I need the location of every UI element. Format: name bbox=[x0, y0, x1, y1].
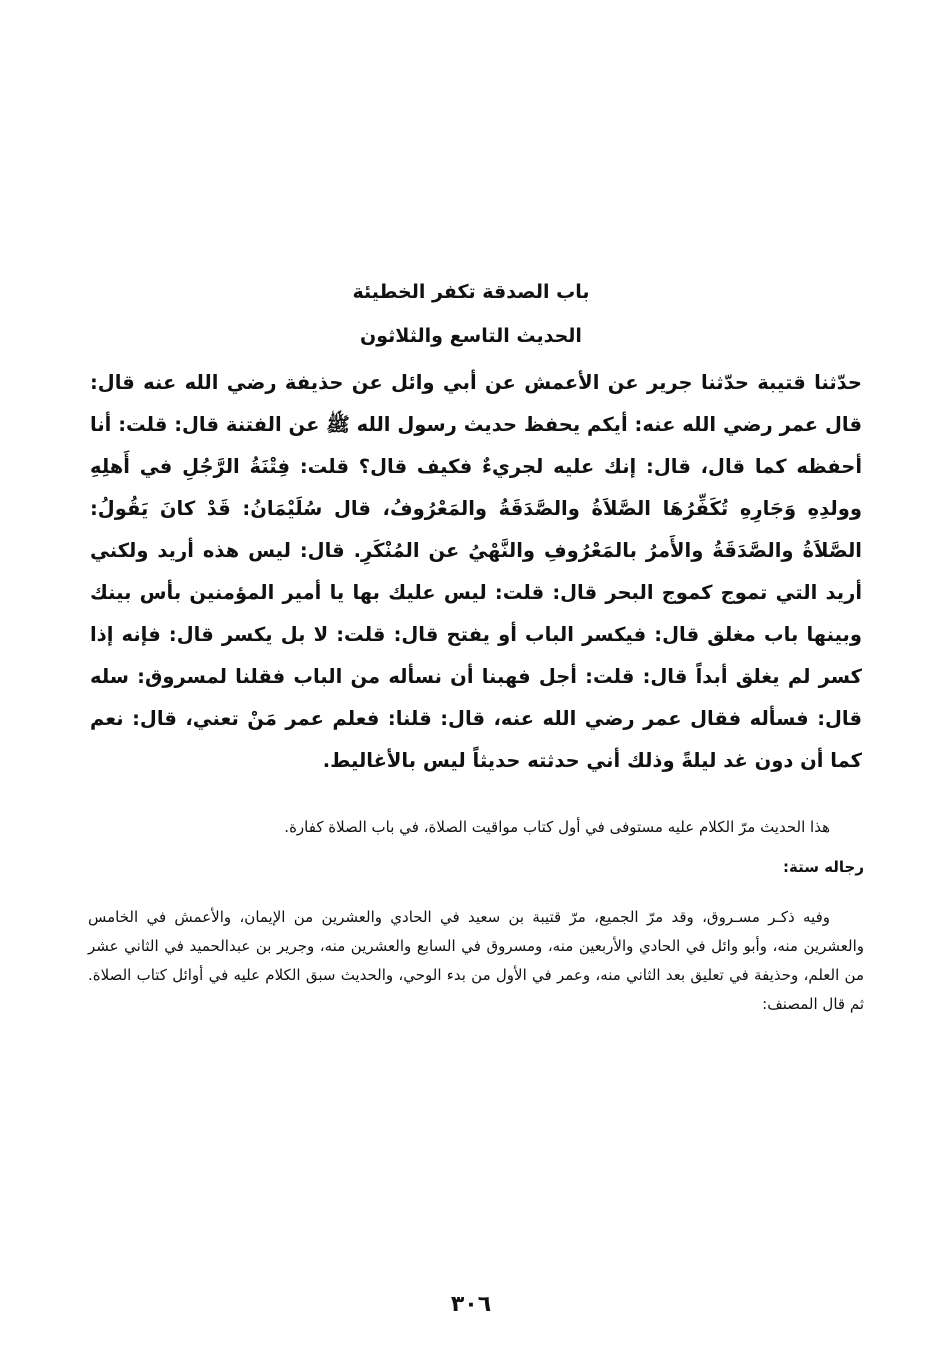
narrators-heading: رجاله ستة: bbox=[783, 858, 864, 876]
narrators-text: وفيه ذكـر مسـروق، وقد مرّ الجميع، مرّ قتيبة بن سعيد في الحادي والعشرين من الإيمان، والأعمش في الخامس والعشرين منه، وأبو وائل في الحادي والأربعين منه، ومسروق في السابع والعشرين منه، وجرير بن عبدالحميد في الثاني عشر من العلم، وحذيفة في تعليق بعد الثاني منه، وعمر في الأول من بدء الوحي، والحديث سبق الكلام عليه في أوائل كتاب الصلاة. ثم قال المصنف: bbox=[88, 908, 864, 1013]
commentary-note: هذا الحديث مرّ الكلام عليه مستوفى في أول كتاب مواقيت الصلاة، في باب الصلاة كفارة. bbox=[284, 818, 830, 836]
chapter-title: باب الصدقة تكفر الخطيئة bbox=[352, 281, 590, 303]
hadith-text: حدّثنا قتيبة حدّثنا جرير عن الأعمش عن أبي وائل عن حذيفة رضي الله عنه قال: قال عمر رضي الله عنه: أيكم يحفظ حديث رسول الله ﷺ عن الفتنة قال: قلت: أنا أحفظه كما قال، قال: إنك عليه لجريءٌ فكيف قال؟ قلت: فِتْنَةُ الرَّجُلِ في أَهلِهِ وولدِهِ وَجَارِهِ تُكَفِّرُهَا الصَّلاَةُ والصَّدَقَةُ والمَعْرُوفُ، قال سُلَيْمَانُ: قَدْ كانَ يَقُولُ: الصَّلاَةُ والصَّدَقَةُ والأَمرُ بالمَعْرُوفِ والنَّهْيُ عن المُنْكَرِ. قال: ليس هذه أريد ولكني أريد التي تموج كموج البحر قال: قلت: ليس عليك بها يا أمير المؤمنين بأس بينك وبينها باب مغلق قال: فيكسر الباب أو يفتح قال: قلت: لا بل يكسر قال: فإنه إذا كسر لم يغلق أبداً قال: قلت: أجل فهبنا أن نسأله من الباب فقلنا لمسروق: سله قال: فسأله فقال عمر رضي الله عنه، قال: قلنا: فعلم عمر مَنْ تعني، قال: نعم كما أن دون غد ليلةً وذلك أني حدثته حديثاً ليس بالأغاليط. bbox=[90, 371, 862, 772]
hadith-title: الحديث التاسع والثلاثون bbox=[360, 325, 582, 347]
headings-block bbox=[0, 270, 942, 358]
page-number: ٣٠٦ bbox=[450, 1292, 492, 1317]
